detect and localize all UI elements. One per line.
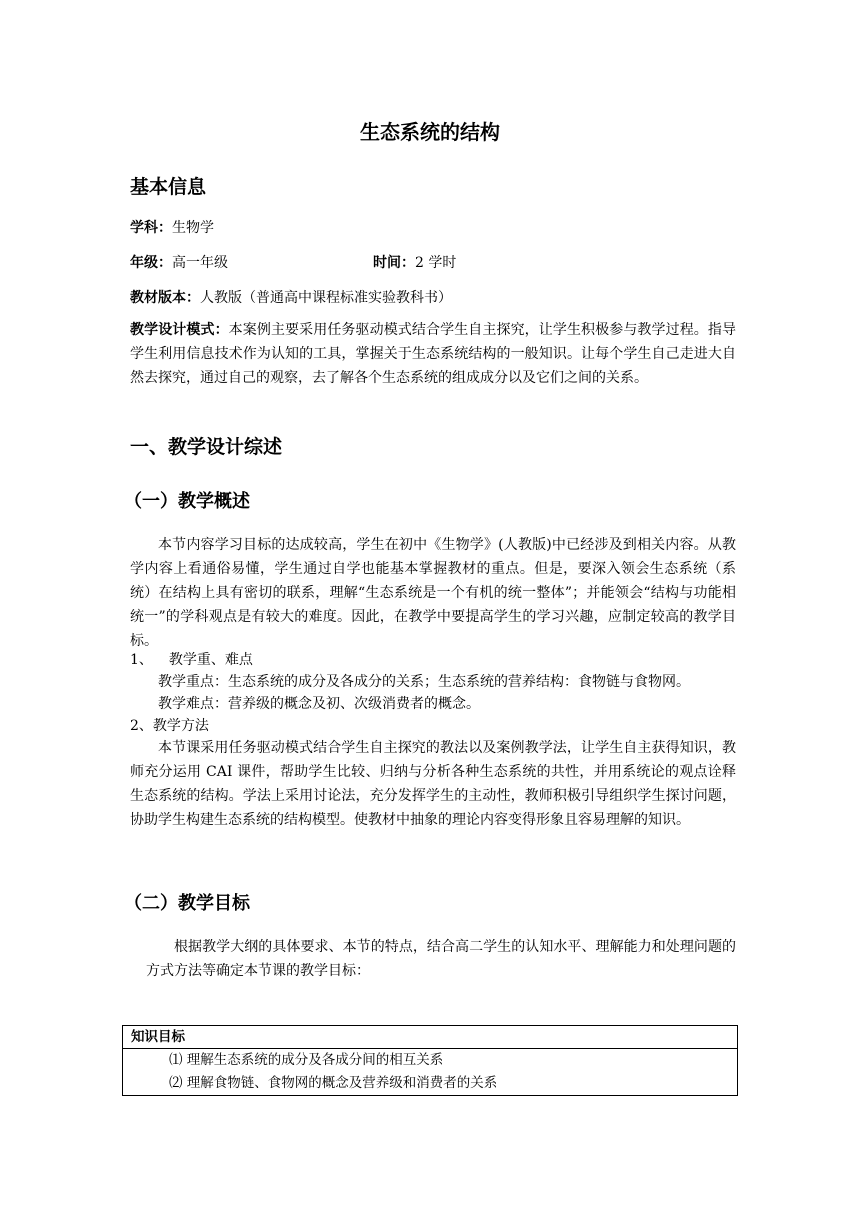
overview-heading: （一）教学概述 [124, 491, 250, 512]
knowledge-goal-1: ⑴ 理解生态系统的成分及各成分间的相互关系 [169, 1052, 444, 1068]
item1-number: 1、 [130, 652, 153, 668]
subject-label: 学科： [130, 220, 172, 236]
subject-line [130, 216, 214, 240]
grade-line [130, 251, 228, 275]
section1-heading: 一、教学设计综述 [130, 436, 283, 458]
document-title: 生态系统的结构 [360, 120, 500, 144]
method-item-title: 2、教学方法 [130, 718, 209, 734]
textbook-label: 教材版本： [130, 290, 200, 306]
time-label: 时间： [373, 255, 415, 271]
time-value: 2 学时 [415, 255, 457, 271]
grade-label: 年级： [130, 255, 172, 271]
knowledge-goals-body [123, 1049, 738, 1096]
item1-title: 教学重、难点 [168, 652, 253, 668]
objectives-heading: （二）教学目标 [124, 893, 250, 914]
overview-paragraph: 本节内容学习目标的达成较高，学生在初中《生物学》(人教版)中已经涉及到相关内容。从教学内容上看通俗易懂，学生通过自学也能基本掌握教材的重点。但是，要深入领会生态系统（系统）在结构上具有密切的联系，理解“生态系统是一个有机的统一整体”；并能领会“结构与功能相统一”的学科观点是有较大的难度。因此，在教学中要提高学生的学习兴趣，应制定较高的教学目标。 [130, 537, 736, 649]
knowledge-goals-header: 知识目标 [123, 1026, 738, 1049]
design-mode-paragraph [130, 318, 736, 390]
key-difficult-item [130, 648, 253, 672]
knowledge-goals-table [122, 1025, 738, 1096]
key-point-text: 教学重点：生态系统的成分及各成分的关系；生态系统的营养结构：食物链与食物网。 [158, 674, 690, 690]
time-line [373, 251, 456, 275]
basic-info-heading: 基本信息 [130, 176, 207, 198]
subject-value: 生物学 [172, 220, 214, 236]
methods-paragraph: 本节课采用任务驱动模式结合学生自主探究的教法以及案例教学法，让学生自主获得知识，教师充分运用 CAI 课件，帮助学生比较、归纳与分析各种生态系统的共性，并用系统论的观点诠释生态系统的结构。学法上采用讨论法，充分发挥学生的主动性，教师积极引导组织学生探讨问题，协助学生构建生态系统的结构模型。使教材中抽象的理论内容变得形象且容易理解的知识。 [130, 740, 736, 828]
knowledge-goal-2: ⑵ 理解食物链、食物网的概念及营养级和消费者的关系 [169, 1075, 498, 1091]
design-mode-text: 本案例主要采用任务驱动模式结合学生自主探究，让学生积极参与教学过程。指导学生利用信息技术作为认知的工具，掌握关于生态系统结构的一般知识。让每个学生自己走进大自然去探究，通过自己的观察，去了解各个生态系统的组成成分以及它们之间的关系。 [130, 322, 737, 386]
design-mode-label: 教学设计模式： [130, 322, 229, 338]
textbook-value: 人教版（普通高中课程标准实验教科书） [200, 290, 452, 306]
textbook-line [130, 286, 452, 310]
objectives-intro: 根据教学大纲的具体要求、本节的特点，结合高二学生的认知水平、理解能力和处理问题的方式方法等确定本节课的教学目标： [146, 939, 736, 979]
grade-value: 高一年级 [172, 255, 228, 271]
difficult-point-text: 教学难点：营养级的概念及初、次级消费者的概念。 [158, 696, 480, 712]
